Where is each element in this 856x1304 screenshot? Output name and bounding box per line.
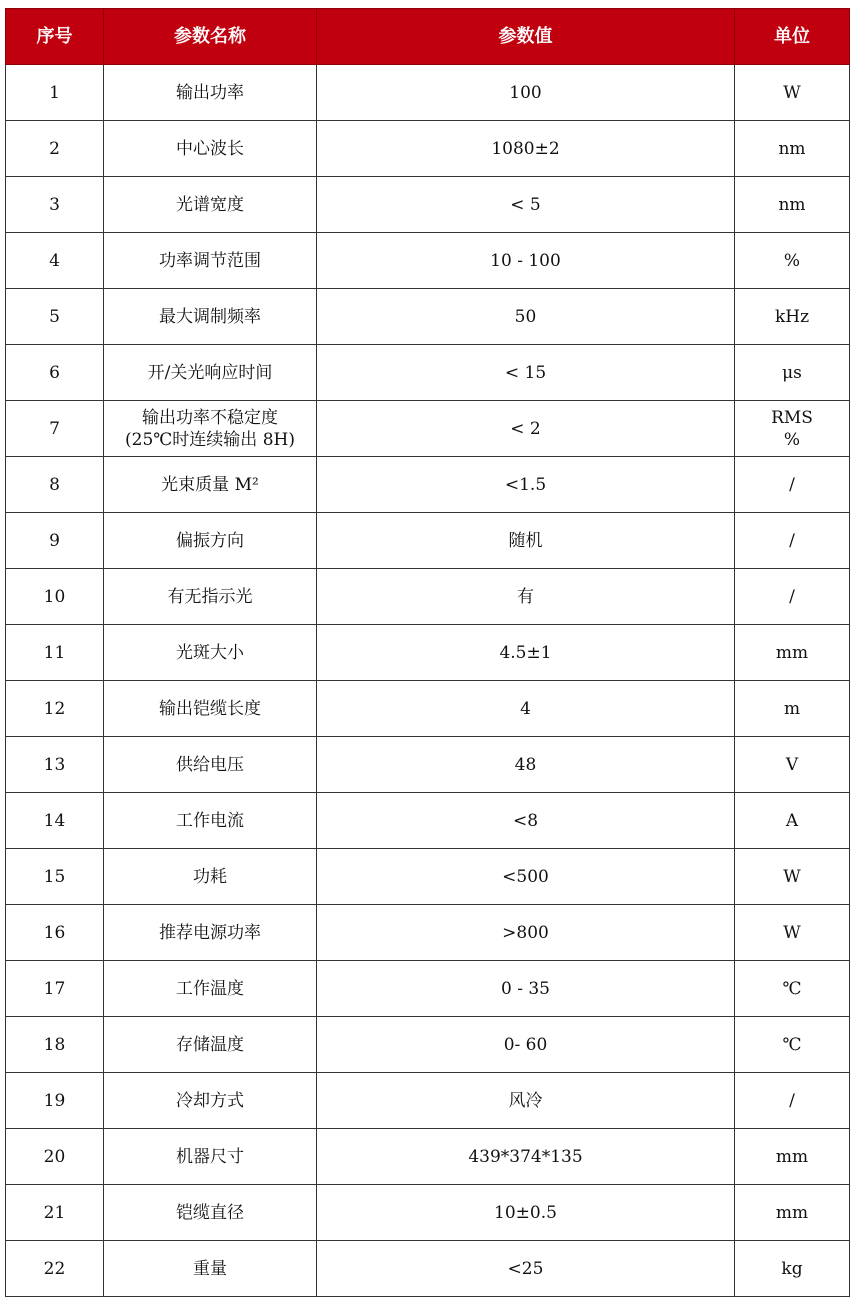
parameter-unit-line: % bbox=[783, 429, 801, 450]
table-row bbox=[6, 569, 850, 625]
table-row bbox=[6, 401, 850, 457]
parameter-unit-line: RMS bbox=[771, 407, 813, 428]
parameter-unit bbox=[735, 457, 850, 513]
parameter-value: 4 bbox=[317, 681, 735, 737]
parameter-value: 100 bbox=[317, 65, 735, 121]
parameter-name bbox=[104, 961, 317, 1017]
table-row bbox=[6, 233, 850, 289]
parameter-name-line: 有无指示光 bbox=[167, 586, 253, 607]
parameter-name bbox=[104, 457, 317, 513]
parameter-unit-line: kHz bbox=[774, 306, 810, 327]
parameter-value: <8 bbox=[317, 793, 735, 849]
row-number: 5 bbox=[6, 289, 104, 345]
parameter-name-line: 输出铠缆长度 bbox=[159, 698, 261, 719]
parameter-name bbox=[104, 177, 317, 233]
parameter-name bbox=[104, 345, 317, 401]
parameter-value: < 5 bbox=[317, 177, 735, 233]
parameter-name-line: 输出功率 bbox=[176, 82, 244, 103]
header-no: 序号 bbox=[6, 9, 104, 65]
parameter-unit-line: V bbox=[785, 754, 799, 775]
row-number: 10 bbox=[6, 569, 104, 625]
table-row bbox=[6, 345, 850, 401]
parameter-unit bbox=[735, 289, 850, 345]
parameter-unit-line: / bbox=[789, 474, 795, 495]
parameter-unit-line: / bbox=[789, 1090, 795, 1111]
table-row bbox=[6, 1241, 850, 1297]
table-row bbox=[6, 289, 850, 345]
parameter-value: 1080±2 bbox=[317, 121, 735, 177]
parameter-name-line: 重量 bbox=[193, 1258, 227, 1279]
parameter-name-line: 工作电流 bbox=[176, 810, 244, 831]
parameter-unit bbox=[735, 401, 850, 457]
table-row bbox=[6, 625, 850, 681]
parameter-unit-line: nm bbox=[778, 138, 806, 159]
parameter-unit bbox=[735, 1073, 850, 1129]
parameter-value: < 2 bbox=[317, 401, 735, 457]
parameter-unit-line: mm bbox=[775, 1146, 809, 1167]
table-row bbox=[6, 457, 850, 513]
parameter-unit-line: % bbox=[783, 250, 801, 271]
parameter-unit-line: ℃ bbox=[782, 1034, 802, 1055]
table-row bbox=[6, 513, 850, 569]
table-row bbox=[6, 1129, 850, 1185]
parameter-value: 48 bbox=[317, 737, 735, 793]
parameter-value: >800 bbox=[317, 905, 735, 961]
parameter-value: <25 bbox=[317, 1241, 735, 1297]
parameter-value: 0- 60 bbox=[317, 1017, 735, 1073]
parameter-unit-line: m bbox=[783, 698, 801, 719]
parameter-unit bbox=[735, 849, 850, 905]
parameter-name bbox=[104, 401, 317, 457]
spec-table bbox=[5, 8, 850, 1297]
table-row bbox=[6, 849, 850, 905]
parameter-name bbox=[104, 1185, 317, 1241]
parameter-name bbox=[104, 233, 317, 289]
parameter-unit-line: / bbox=[789, 530, 795, 551]
table-row bbox=[6, 793, 850, 849]
table-row bbox=[6, 177, 850, 233]
row-number: 7 bbox=[6, 401, 104, 457]
parameter-name-line: 中心波长 bbox=[176, 138, 244, 159]
parameter-unit bbox=[735, 625, 850, 681]
parameter-name-line: 偏振方向 bbox=[176, 530, 244, 551]
parameter-unit-line: W bbox=[783, 866, 801, 887]
parameter-name bbox=[104, 289, 317, 345]
parameter-name bbox=[104, 681, 317, 737]
row-number: 2 bbox=[6, 121, 104, 177]
parameter-unit bbox=[735, 65, 850, 121]
row-number: 13 bbox=[6, 737, 104, 793]
row-number: 12 bbox=[6, 681, 104, 737]
parameter-value: 10 - 100 bbox=[317, 233, 735, 289]
table-row bbox=[6, 905, 850, 961]
parameter-unit bbox=[735, 121, 850, 177]
parameter-unit-line: nm bbox=[778, 194, 806, 215]
parameter-name-line: 输出功率不稳定度 bbox=[142, 407, 278, 428]
table-header bbox=[6, 9, 850, 65]
parameter-unit bbox=[735, 1129, 850, 1185]
parameter-name bbox=[104, 1241, 317, 1297]
row-number: 6 bbox=[6, 345, 104, 401]
parameter-value: 439*374*135 bbox=[317, 1129, 735, 1185]
row-number: 15 bbox=[6, 849, 104, 905]
parameter-unit bbox=[735, 345, 850, 401]
table-row bbox=[6, 65, 850, 121]
parameter-value: <500 bbox=[317, 849, 735, 905]
parameter-name bbox=[104, 121, 317, 177]
parameter-value: 风冷 bbox=[317, 1073, 735, 1129]
parameter-name-line: 冷却方式 bbox=[176, 1090, 244, 1111]
parameter-name-line: 铠缆直径 bbox=[176, 1202, 244, 1223]
parameter-name-line: 存储温度 bbox=[176, 1034, 244, 1055]
parameter-unit-line: mm bbox=[775, 642, 809, 663]
parameter-name-line: 光谱宽度 bbox=[176, 194, 244, 215]
parameter-unit bbox=[735, 793, 850, 849]
table-body bbox=[6, 65, 850, 1297]
parameter-name bbox=[104, 1017, 317, 1073]
table-row bbox=[6, 681, 850, 737]
parameter-name bbox=[104, 793, 317, 849]
header-name: 参数名称 bbox=[104, 9, 317, 65]
header-row bbox=[6, 9, 850, 65]
parameter-unit-line: W bbox=[783, 922, 801, 943]
parameter-name-line: 工作温度 bbox=[176, 978, 244, 999]
parameter-unit-line: W bbox=[783, 82, 801, 103]
table-row bbox=[6, 121, 850, 177]
parameter-unit bbox=[735, 737, 850, 793]
parameter-unit bbox=[735, 177, 850, 233]
table-row bbox=[6, 737, 850, 793]
parameter-name bbox=[104, 513, 317, 569]
parameter-name-line: (25℃时连续输出 8H) bbox=[125, 429, 295, 450]
parameter-name bbox=[104, 1073, 317, 1129]
parameter-unit bbox=[735, 1017, 850, 1073]
row-number: 18 bbox=[6, 1017, 104, 1073]
row-number: 1 bbox=[6, 65, 104, 121]
parameter-unit bbox=[735, 233, 850, 289]
row-number: 11 bbox=[6, 625, 104, 681]
parameter-name-line: 开/关光响应时间 bbox=[147, 362, 273, 383]
parameter-unit bbox=[735, 513, 850, 569]
parameter-name-line: 供给电压 bbox=[176, 754, 244, 775]
parameter-unit-line: kg bbox=[781, 1258, 803, 1279]
parameter-name bbox=[104, 65, 317, 121]
parameter-unit bbox=[735, 961, 850, 1017]
parameter-name-line: 机器尺寸 bbox=[176, 1146, 244, 1167]
parameter-unit bbox=[735, 681, 850, 737]
table-row bbox=[6, 1017, 850, 1073]
parameter-name bbox=[104, 625, 317, 681]
parameter-name bbox=[104, 569, 317, 625]
parameter-unit-line: A bbox=[785, 810, 799, 831]
parameter-value: < 15 bbox=[317, 345, 735, 401]
parameter-name-line: 最大调制频率 bbox=[159, 306, 261, 327]
row-number: 8 bbox=[6, 457, 104, 513]
parameter-unit bbox=[735, 905, 850, 961]
parameter-unit-line: / bbox=[789, 586, 795, 607]
parameter-value: 10±0.5 bbox=[317, 1185, 735, 1241]
parameter-value: <1.5 bbox=[317, 457, 735, 513]
parameter-value: 随机 bbox=[317, 513, 735, 569]
row-number: 3 bbox=[6, 177, 104, 233]
row-number: 21 bbox=[6, 1185, 104, 1241]
table-row bbox=[6, 1073, 850, 1129]
parameter-unit bbox=[735, 1185, 850, 1241]
parameter-value: 有 bbox=[317, 569, 735, 625]
table-row bbox=[6, 961, 850, 1017]
row-number: 22 bbox=[6, 1241, 104, 1297]
row-number: 14 bbox=[6, 793, 104, 849]
parameter-unit-line: ℃ bbox=[782, 978, 802, 999]
parameter-name-line: 功率调节范围 bbox=[159, 250, 261, 271]
parameter-value: 0 - 35 bbox=[317, 961, 735, 1017]
parameter-name bbox=[104, 1129, 317, 1185]
parameter-name-line: 光斑大小 bbox=[176, 642, 244, 663]
parameter-unit bbox=[735, 569, 850, 625]
parameter-value: 50 bbox=[317, 289, 735, 345]
row-number: 20 bbox=[6, 1129, 104, 1185]
row-number: 17 bbox=[6, 961, 104, 1017]
parameter-name bbox=[104, 849, 317, 905]
parameter-unit-line: mm bbox=[775, 1202, 809, 1223]
row-number: 4 bbox=[6, 233, 104, 289]
header-value: 参数值 bbox=[317, 9, 735, 65]
header-unit: 单位 bbox=[735, 9, 850, 65]
row-number: 9 bbox=[6, 513, 104, 569]
parameter-name bbox=[104, 905, 317, 961]
parameter-unit bbox=[735, 1241, 850, 1297]
parameter-unit-line: μs bbox=[782, 362, 802, 383]
row-number: 16 bbox=[6, 905, 104, 961]
parameter-name-line: 光束质量 M² bbox=[161, 474, 259, 495]
parameter-name bbox=[104, 737, 317, 793]
parameter-name-line: 推荐电源功率 bbox=[159, 922, 261, 943]
parameter-name-line: 功耗 bbox=[193, 866, 227, 887]
row-number: 19 bbox=[6, 1073, 104, 1129]
table-row bbox=[6, 1185, 850, 1241]
parameter-value: 4.5±1 bbox=[317, 625, 735, 681]
